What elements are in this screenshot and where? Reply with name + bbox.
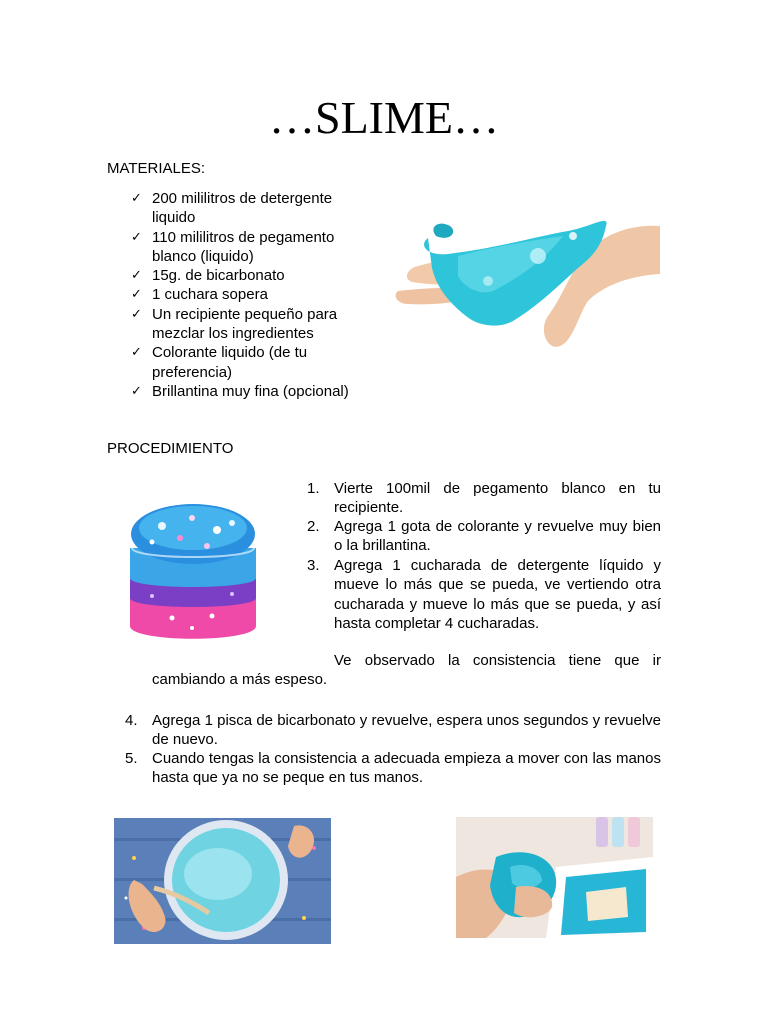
step-item: 1. Vierte 100mil de pegamento blanco en tu recipiente. xyxy=(307,480,661,517)
step-item: 3. Agrega 1 cucharada de detergente líquido y mueve lo más que se pueda, ve vertiendo otra cucharada y mueve lo más que se pueda, y así hasta completar 4 cucharadas. xyxy=(307,557,661,632)
materials-heading: MATERIALES: xyxy=(107,160,206,177)
list-item: ✓ Brillantina muy fina (opcional) xyxy=(131,382,349,400)
check-icon: ✓ xyxy=(131,229,142,245)
consistency-note: Ve observado la consistencia tiene que ir cambiando a más espeso. xyxy=(152,652,661,689)
step-item: 2. Agrega 1 gota de colorante y revuelve muy bien o la brillantina. xyxy=(307,518,661,555)
check-icon: ✓ xyxy=(131,345,142,361)
step-item: 4. Agrega 1 pisca de bicarbonato y revuelve, espera unos segundos y revuelve de nuevo. xyxy=(125,712,661,749)
list-item: ✓ 200 mililitros de detergente liquido xyxy=(131,190,333,227)
list-item: ✓ 1 cuchara sopera xyxy=(131,286,268,304)
check-icon: ✓ xyxy=(131,287,142,303)
procedure-heading: PROCEDIMIENTO xyxy=(107,440,234,457)
hand-slime-photo xyxy=(388,196,660,356)
mixing-bowl-photo xyxy=(114,818,331,944)
hand-squeeze-photo xyxy=(456,817,653,938)
check-icon: ✓ xyxy=(131,191,142,206)
list-item: ✓ Un recipiente pequeño para mezclar los ingredientes xyxy=(131,305,338,343)
check-icon: ✓ xyxy=(131,268,142,284)
slime-jar-photo xyxy=(122,498,264,650)
step-item: 5. Cuando tengas la consistencia a adecuada empieza a mover con las manos hasta que ya no se peque en tus manos. xyxy=(125,750,661,787)
list-item: ✓ 15g. de bicarbonato xyxy=(131,267,285,285)
list-item: ✓ Colorante liquido (de tu preferencia) xyxy=(131,344,308,381)
check-icon: ✓ xyxy=(131,306,142,322)
check-icon: ✓ xyxy=(131,383,142,399)
page-title: …SLIME… xyxy=(269,92,499,143)
materials-list xyxy=(128,189,368,401)
list-item: ✓ 110 mililitros de pegamento blanco (liquido) xyxy=(131,228,335,265)
